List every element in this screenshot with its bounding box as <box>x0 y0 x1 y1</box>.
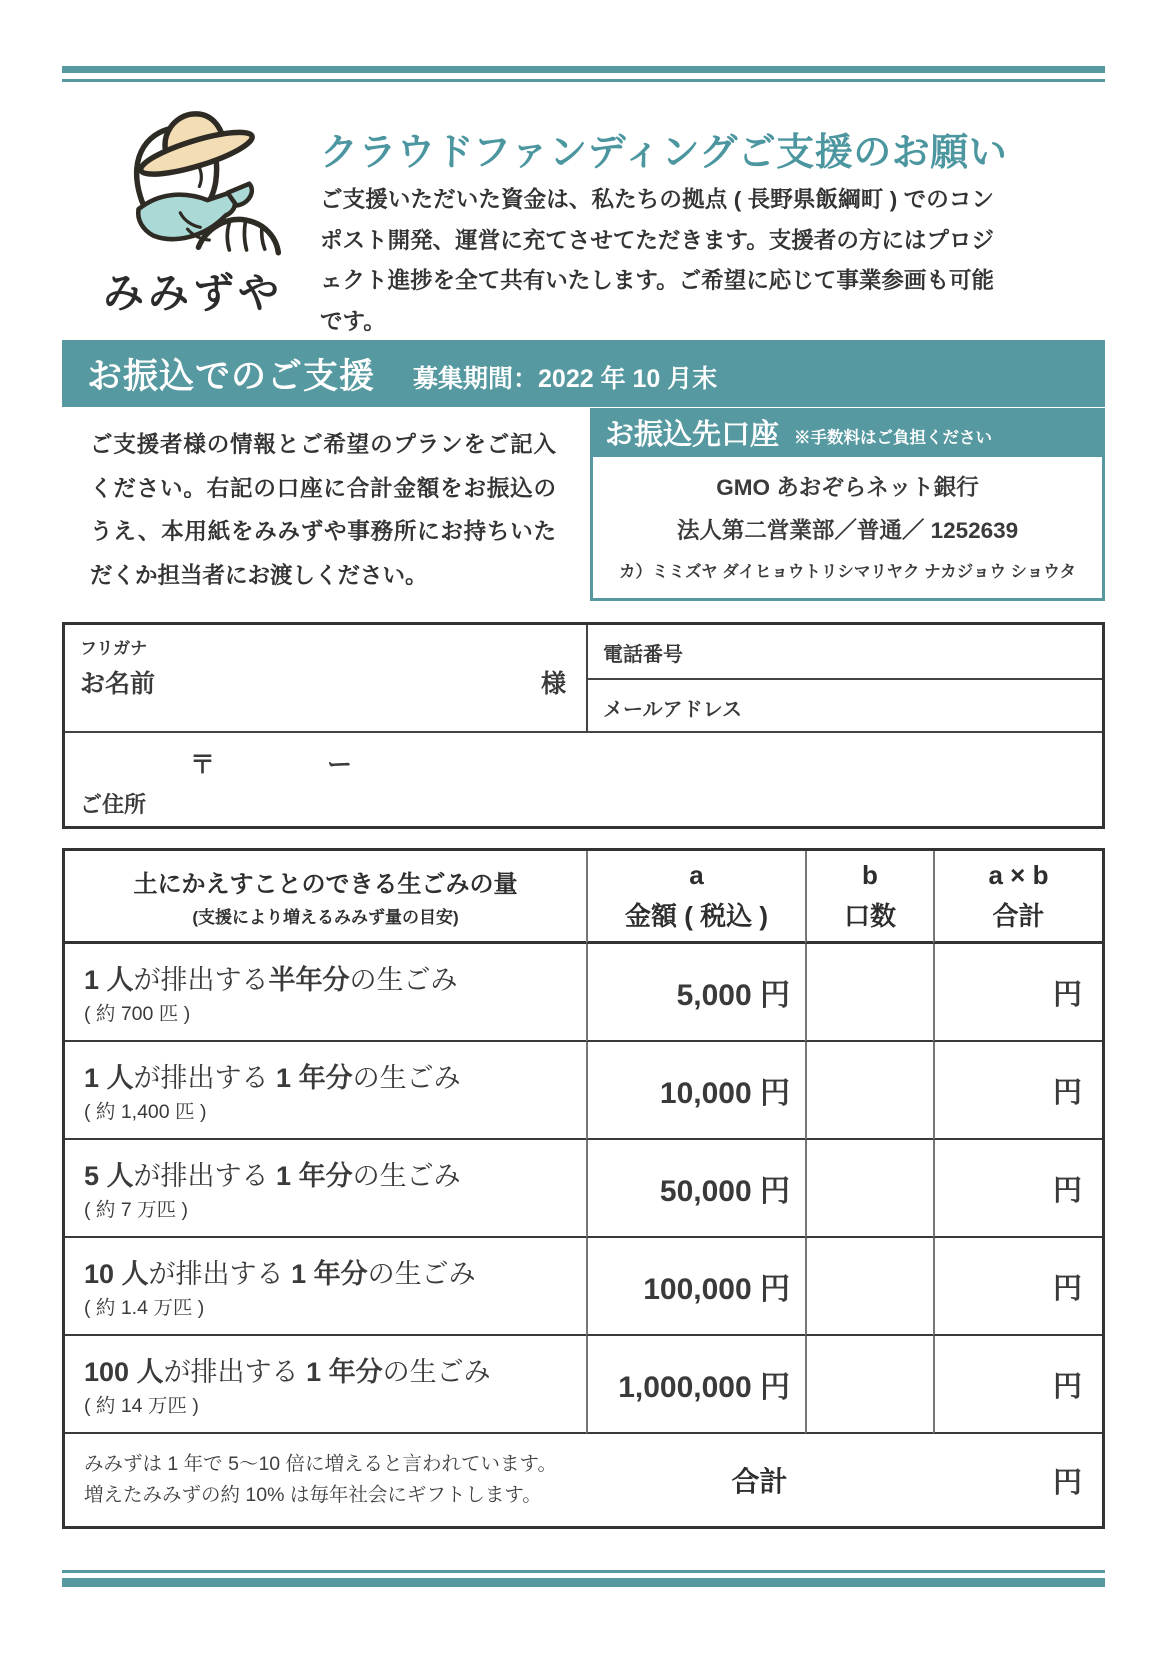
bank-account-details <box>590 457 1105 601</box>
plan-header-amount <box>586 851 805 944</box>
plan-desc-rest: の生ごみ <box>352 1161 461 1191</box>
plan-price: 100,000 円 <box>586 1238 805 1336</box>
top-rule-thick <box>62 66 1105 73</box>
plan-worm-estimate: ( 約 1.4 万匹 ) <box>84 1297 205 1319</box>
bank-fee-note: ※手数料はご負担ください <box>794 429 993 447</box>
plan-qty: 1 人 <box>84 965 134 995</box>
plan-desc: が排出する <box>163 1357 307 1387</box>
bottom-rule-thick <box>62 1578 1105 1587</box>
worm-growth-note-line2: 増えたみみずの約 10% は毎年社会にギフトします。 <box>84 1484 542 1506</box>
plan-desc-rest: の生ごみ <box>382 1357 491 1387</box>
plan-desc: が排出する <box>148 1259 292 1289</box>
worm-growth-note-line1: みみずは 1 年で 5〜10 倍に増えると言われています。 <box>84 1453 557 1475</box>
bank-account-box-header <box>590 408 1105 457</box>
plan-count-input-area <box>805 944 933 1042</box>
plan-desc: が排出する <box>133 1161 277 1191</box>
bank-account-box <box>590 408 1105 601</box>
plan-total-unit: 円 <box>933 1238 1102 1336</box>
plan-row-label <box>65 1336 586 1434</box>
honorific-label: 様 <box>540 670 566 698</box>
applicant-form-table <box>62 622 1105 829</box>
plan-total-unit: 円 <box>933 944 1102 1042</box>
plan-duration: 1 年分 <box>291 1259 368 1289</box>
phone-label: 電話番号 <box>603 644 683 666</box>
plan-price: 1,000,000 円 <box>586 1336 805 1434</box>
plan-qty: 5 人 <box>84 1161 134 1191</box>
worm-growth-note <box>65 1434 586 1526</box>
plan-count-input-area <box>805 1140 933 1238</box>
intro-paragraph: ご支援いただいた資金は、私たちの拠点 ( 長野県飯綱町 ) でのコンポスト開発、運営に充てさせてただきます。支援者の方にはプロジェクト進捗を全て共有いたします。ご希望に応じて事業参画も可能です。 <box>320 187 994 334</box>
address-label: ご住所 <box>80 792 147 817</box>
plan-worm-estimate: ( 約 7 万匹 ) <box>84 1199 189 1221</box>
plan-row-label <box>65 1042 586 1140</box>
plan-header-count-label: 口数 <box>843 900 896 931</box>
plan-header-axb: a × b <box>988 859 1049 890</box>
furigana-label: フリガナ <box>80 639 148 658</box>
plan-worm-estimate: ( 約 14 万匹 ) <box>84 1395 199 1417</box>
bank-name: GMO あおぞらネット銀行 <box>716 475 979 500</box>
name-field-cell <box>65 625 586 731</box>
postal-dash: ー <box>327 751 353 779</box>
plan-total-unit: 円 <box>933 1140 1102 1238</box>
grand-total-unit: 円 <box>1052 1466 1082 1499</box>
top-rule-thin <box>62 79 1105 82</box>
bottom-rule-thin <box>62 1570 1105 1573</box>
email-field-cell <box>586 680 1102 731</box>
worm-mascot-icon <box>93 102 293 260</box>
page-title: クラウドファンディングご支援のお願い <box>320 132 1008 174</box>
plan-desc-rest: の生ごみ <box>349 965 458 995</box>
branch-account: 法人第二営業部／普通／ 1252639 <box>676 518 1019 543</box>
plan-duration: 1 年分 <box>276 1063 353 1093</box>
email-label: メールアドレス <box>603 699 742 721</box>
plan-desc-rest: の生ごみ <box>352 1063 461 1093</box>
plan-total-unit: 円 <box>933 1336 1102 1434</box>
plan-price: 5,000 円 <box>586 944 805 1042</box>
plan-worm-estimate: ( 約 1,400 匹 ) <box>84 1101 207 1123</box>
plan-qty: 100 人 <box>84 1357 164 1387</box>
plan-header-total-label: 合計 <box>992 900 1045 931</box>
plan-desc: が排出する <box>133 1063 277 1093</box>
plan-duration: 1 年分 <box>306 1357 383 1387</box>
plan-desc-rest: の生ごみ <box>367 1259 476 1289</box>
plan-duration: 1 年分 <box>276 1161 353 1191</box>
plan-count-input-area <box>805 1042 933 1140</box>
section-banner <box>62 340 1105 407</box>
logo-wordmark: みみずや <box>103 270 283 316</box>
support-plan-table <box>62 848 1105 1529</box>
plan-price: 10,000 円 <box>586 1042 805 1140</box>
grand-total-label: 合計 <box>731 1466 788 1497</box>
plan-worm-estimate: ( 約 700 匹 ) <box>84 1003 191 1025</box>
plan-header-garbage-subtitle: (支援により増えるみみず量の目安) <box>192 908 459 927</box>
postal-mark: 〒 <box>190 751 216 779</box>
banner-title: お振込でのご支援 <box>87 356 376 396</box>
plan-header-a: a <box>689 859 704 890</box>
phone-field-cell <box>586 625 1102 680</box>
plan-desc: が排出する <box>133 965 269 995</box>
name-label: お名前 <box>80 670 156 698</box>
plan-header-count <box>805 851 933 944</box>
plan-total-unit: 円 <box>933 1042 1102 1140</box>
account-holder: カ）ミミズヤ ダイヒョウトリシマリヤク ナカジョウ ショウタ <box>618 563 1077 581</box>
banner-period: 募集期間：2022 年 10 月末 <box>413 365 718 393</box>
plan-duration: 半年分 <box>268 965 350 995</box>
instructions-paragraph: ご支援者様の情報とご希望のプランをご記入ください。右記の口座に合計金額をお振込のうえ、本用紙をみみずや事務所にお持ちいただくか担当者にお渡しください。 <box>90 432 556 588</box>
plan-count-input-area <box>805 1336 933 1434</box>
plan-header-garbage-title: 土にかえすことのできる生ごみの量 <box>133 871 518 898</box>
plan-row-label <box>65 944 586 1042</box>
plan-row-label <box>65 1140 586 1238</box>
plan-row-label <box>65 1238 586 1336</box>
plan-qty: 1 人 <box>84 1063 134 1093</box>
plan-header-b: b <box>862 859 878 890</box>
plan-header-amount-label: 金額 ( 税込 ) <box>625 900 768 931</box>
plan-count-input-area <box>805 1238 933 1336</box>
address-field-cell <box>65 731 1102 826</box>
plan-header-garbage <box>65 851 586 944</box>
plan-price: 50,000 円 <box>586 1140 805 1238</box>
mimizuya-logo <box>86 102 300 319</box>
plan-qty: 10 人 <box>84 1259 149 1289</box>
bank-account-title: お振込先口座 <box>605 419 780 451</box>
plan-header-total <box>933 851 1102 944</box>
